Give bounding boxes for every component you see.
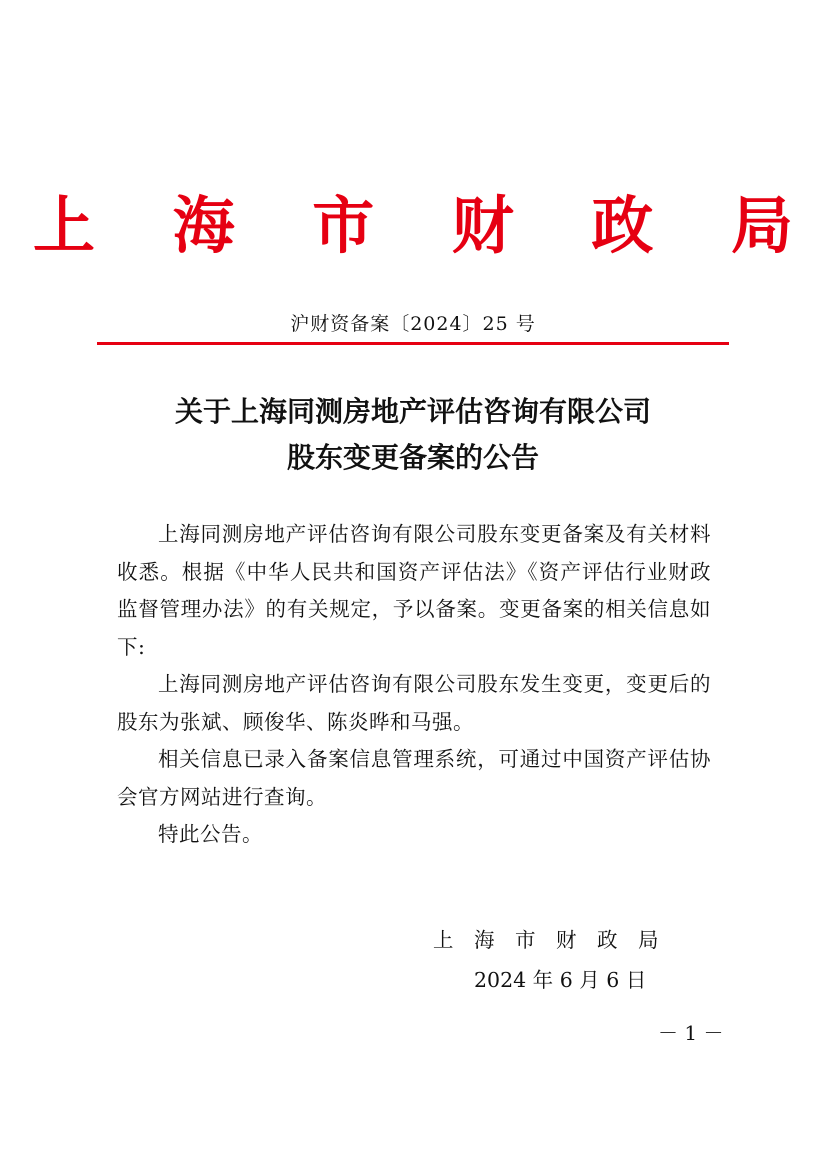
body-paragraph-1: 上海同测房地产评估咨询有限公司股东变更备案及有关材料收悉。根据《中华人民共和国资产评估法》《资产评估行业财政监督管理办法》的有关规定，予以备案。变更备案的相关信息如下: xyxy=(117,522,711,659)
page-number: － 1 － xyxy=(658,1021,724,1045)
body-paragraph-4: 特此公告。 xyxy=(158,822,263,846)
signature-organization: 上 海 市 财 政 局 xyxy=(433,928,659,952)
signature-date: 2024 年 6 月 6 日 xyxy=(474,968,647,992)
document-body xyxy=(117,516,711,854)
red-divider-line xyxy=(97,342,729,345)
title-line-1: 关于上海同测房地产评估咨询有限公司 xyxy=(174,395,651,428)
issuer-masthead: 上 海 市 财 政 局 xyxy=(33,189,821,262)
body-paragraph-2: 上海同测房地产评估咨询有限公司股东发生变更，变更后的股东为张斌、顾俊华、陈炎晔和马强。 xyxy=(117,672,711,734)
body-paragraph-3: 相关信息已录入备案信息管理系统，可通过中国资产评估协会官方网站进行查询。 xyxy=(117,747,711,809)
title-line-2: 股东变更备案的公告 xyxy=(286,441,539,474)
document-number: 沪财资备案〔2024〕25 号 xyxy=(290,313,536,335)
